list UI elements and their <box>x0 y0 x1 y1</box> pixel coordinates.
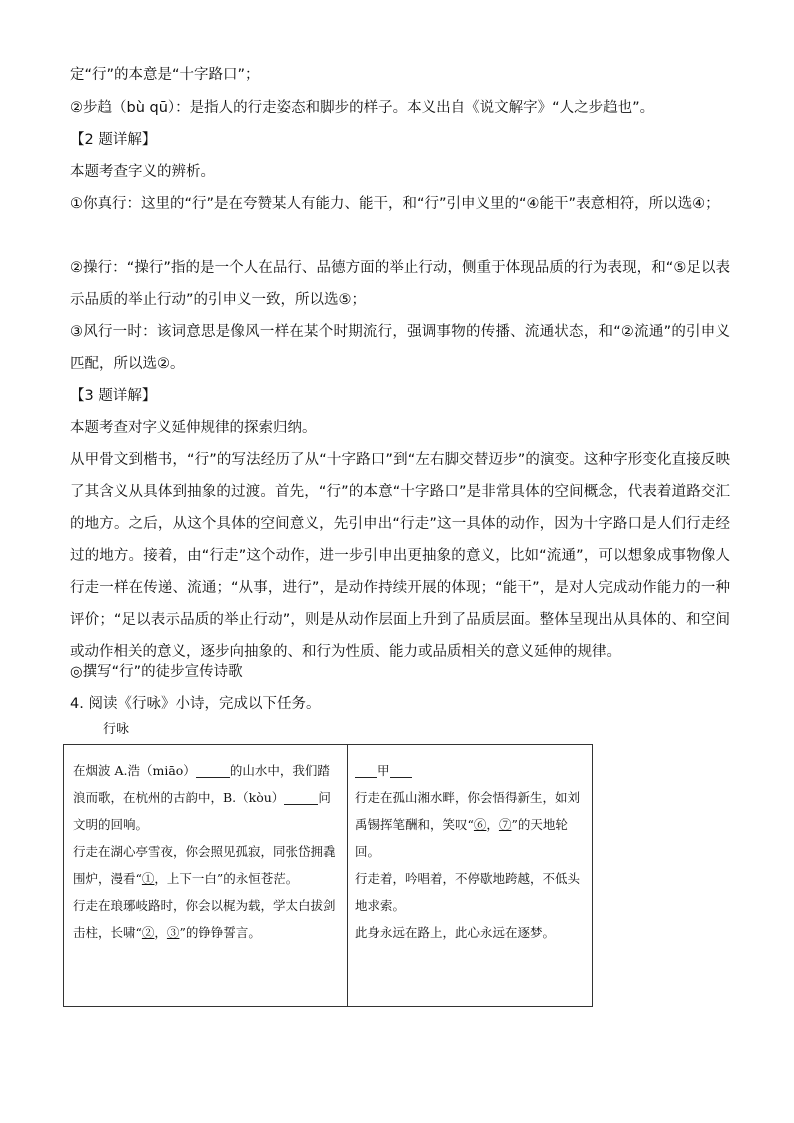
poem-left-cell <box>73 757 341 946</box>
poem-text: ， <box>154 925 167 940</box>
poem-stanza-jia <box>355 757 587 784</box>
blank-marker: ③ <box>166 925 180 940</box>
paragraph: ③风行一时：该词意思是像风一样在某个时期流行，强调事物的传播、流通状态，和“②流通”的引申义匹配，所以选②。 <box>70 324 730 372</box>
text-line: 本题考查字义的辨析。 <box>70 164 215 180</box>
poem-title: 行咏 <box>103 722 130 737</box>
section-heading: ◎撰写“行”的徒步宣传诗歌 <box>70 664 243 680</box>
poem-right-cell <box>355 757 587 946</box>
fill-blank[interactable] <box>196 763 230 778</box>
fill-blank[interactable] <box>284 790 318 805</box>
poem-stanza-6 <box>355 919 587 946</box>
blank-marker: ① <box>141 871 155 886</box>
paragraph: ①你真行：这里的“行”是在夸赞某人有能力、能干，和“行”引申义里的“④能干”表意相符，所以选④； <box>70 196 720 212</box>
poem-stanza-1 <box>73 757 341 838</box>
poem-stanza-2 <box>73 838 341 892</box>
poem-text: ，上下一白”的永恒苍茫。 <box>154 871 299 886</box>
blank-marker: ⑦ <box>498 817 512 832</box>
poem-stanza-5 <box>355 865 587 919</box>
poem-table <box>63 744 593 1007</box>
paragraph: 从甲骨文到楷书，“行”的写法经历了从“十字路口”到“左右脚交替迈步”的演变。这种字形变化直接反映了其含义从具体到抽象的过渡。首先，“行”的本意“十字路口”是非常具体的空间概念，代表着道路交汇的地方。之后，从这个具体的空间意义，先引申出“行走”这一具体的动作，因为十字路口是人们行走经过的地方。接着，由“行走”这个动作，进一步引申出更抽象的意义，比如“流通”，可以想象成事物像人行走一样在传递、流通；“从事，进行”，是动作持续开展的体现；“能干”，是对人完成动作能力的一种评价；“足以表示品质的举止行动”，则是从动作层面上升到了品质层面。整体呈现出从具体的、和空间或动作相关的意义，逐步向抽象的、和行为性质、能力或品质相关的意义延伸的规律。 <box>70 452 730 660</box>
blank-marker: ⑥ <box>473 817 487 832</box>
poem-text: 行走在孤山湘水畔，你会悟得新生，如刘禹锡挥笔酬和，笑叹“ <box>355 790 581 832</box>
poem-text: 此身永远在路上，此心永远在逐梦。 <box>355 925 556 940</box>
fill-blank[interactable] <box>355 763 377 778</box>
text-line: ②步趋（bù qū）：是指人的行走姿态和脚步的样子。本义出自《说文解字》“人之步趋也”。 <box>70 100 655 116</box>
poem-text: 行走在湖心亭雪夜，你会照见孤寂，同张岱拥毳围炉，漫看“ <box>73 844 336 886</box>
poem-text: 在烟波 A.浩（miāo） <box>73 763 196 778</box>
poem-text: 的山水中，我们踏浪而歌，在杭州的古韵中，B.（kòu） <box>73 763 330 805</box>
poem-text: 问文明的回响。 <box>73 790 331 832</box>
text-line: 定“行”的本意是“十字路口”； <box>70 67 260 83</box>
poem-text: ， <box>486 817 499 832</box>
poem-stanza-4 <box>355 784 587 865</box>
poem-text: 行走在琅琊岐路时，你会以梶为载，学太白拔剑击柱，长啸“ <box>73 898 336 940</box>
paragraph: ②操行：“操行”指的是一个人在品行、品德方面的举止行动，侧重于体现品质的行为表现，和“⑤足以表示品质的举止行动”的引申义一致，所以选⑤； <box>70 260 730 308</box>
blank-label: 甲 <box>377 763 390 778</box>
section-heading: 【3 题详解】 <box>70 388 157 404</box>
poem-text: ”的铮铮誓言。 <box>179 925 261 940</box>
text-line: 本题考查对字义延伸规律的探索归纳。 <box>70 420 317 436</box>
section-heading: 【2 题详解】 <box>70 132 157 148</box>
poem-text: ”的天地轮回。 <box>355 817 568 859</box>
blank-marker: ② <box>141 925 155 940</box>
poem-stanza-3 <box>73 892 341 946</box>
question-prompt: 4. 阅读《行咏》小诗，完成以下任务。 <box>70 696 321 712</box>
table-divider <box>347 745 348 1006</box>
fill-blank[interactable] <box>390 763 412 778</box>
poem-text: 行走着，吟唱着，不停歇地跨越，不低头地求索。 <box>355 871 581 913</box>
